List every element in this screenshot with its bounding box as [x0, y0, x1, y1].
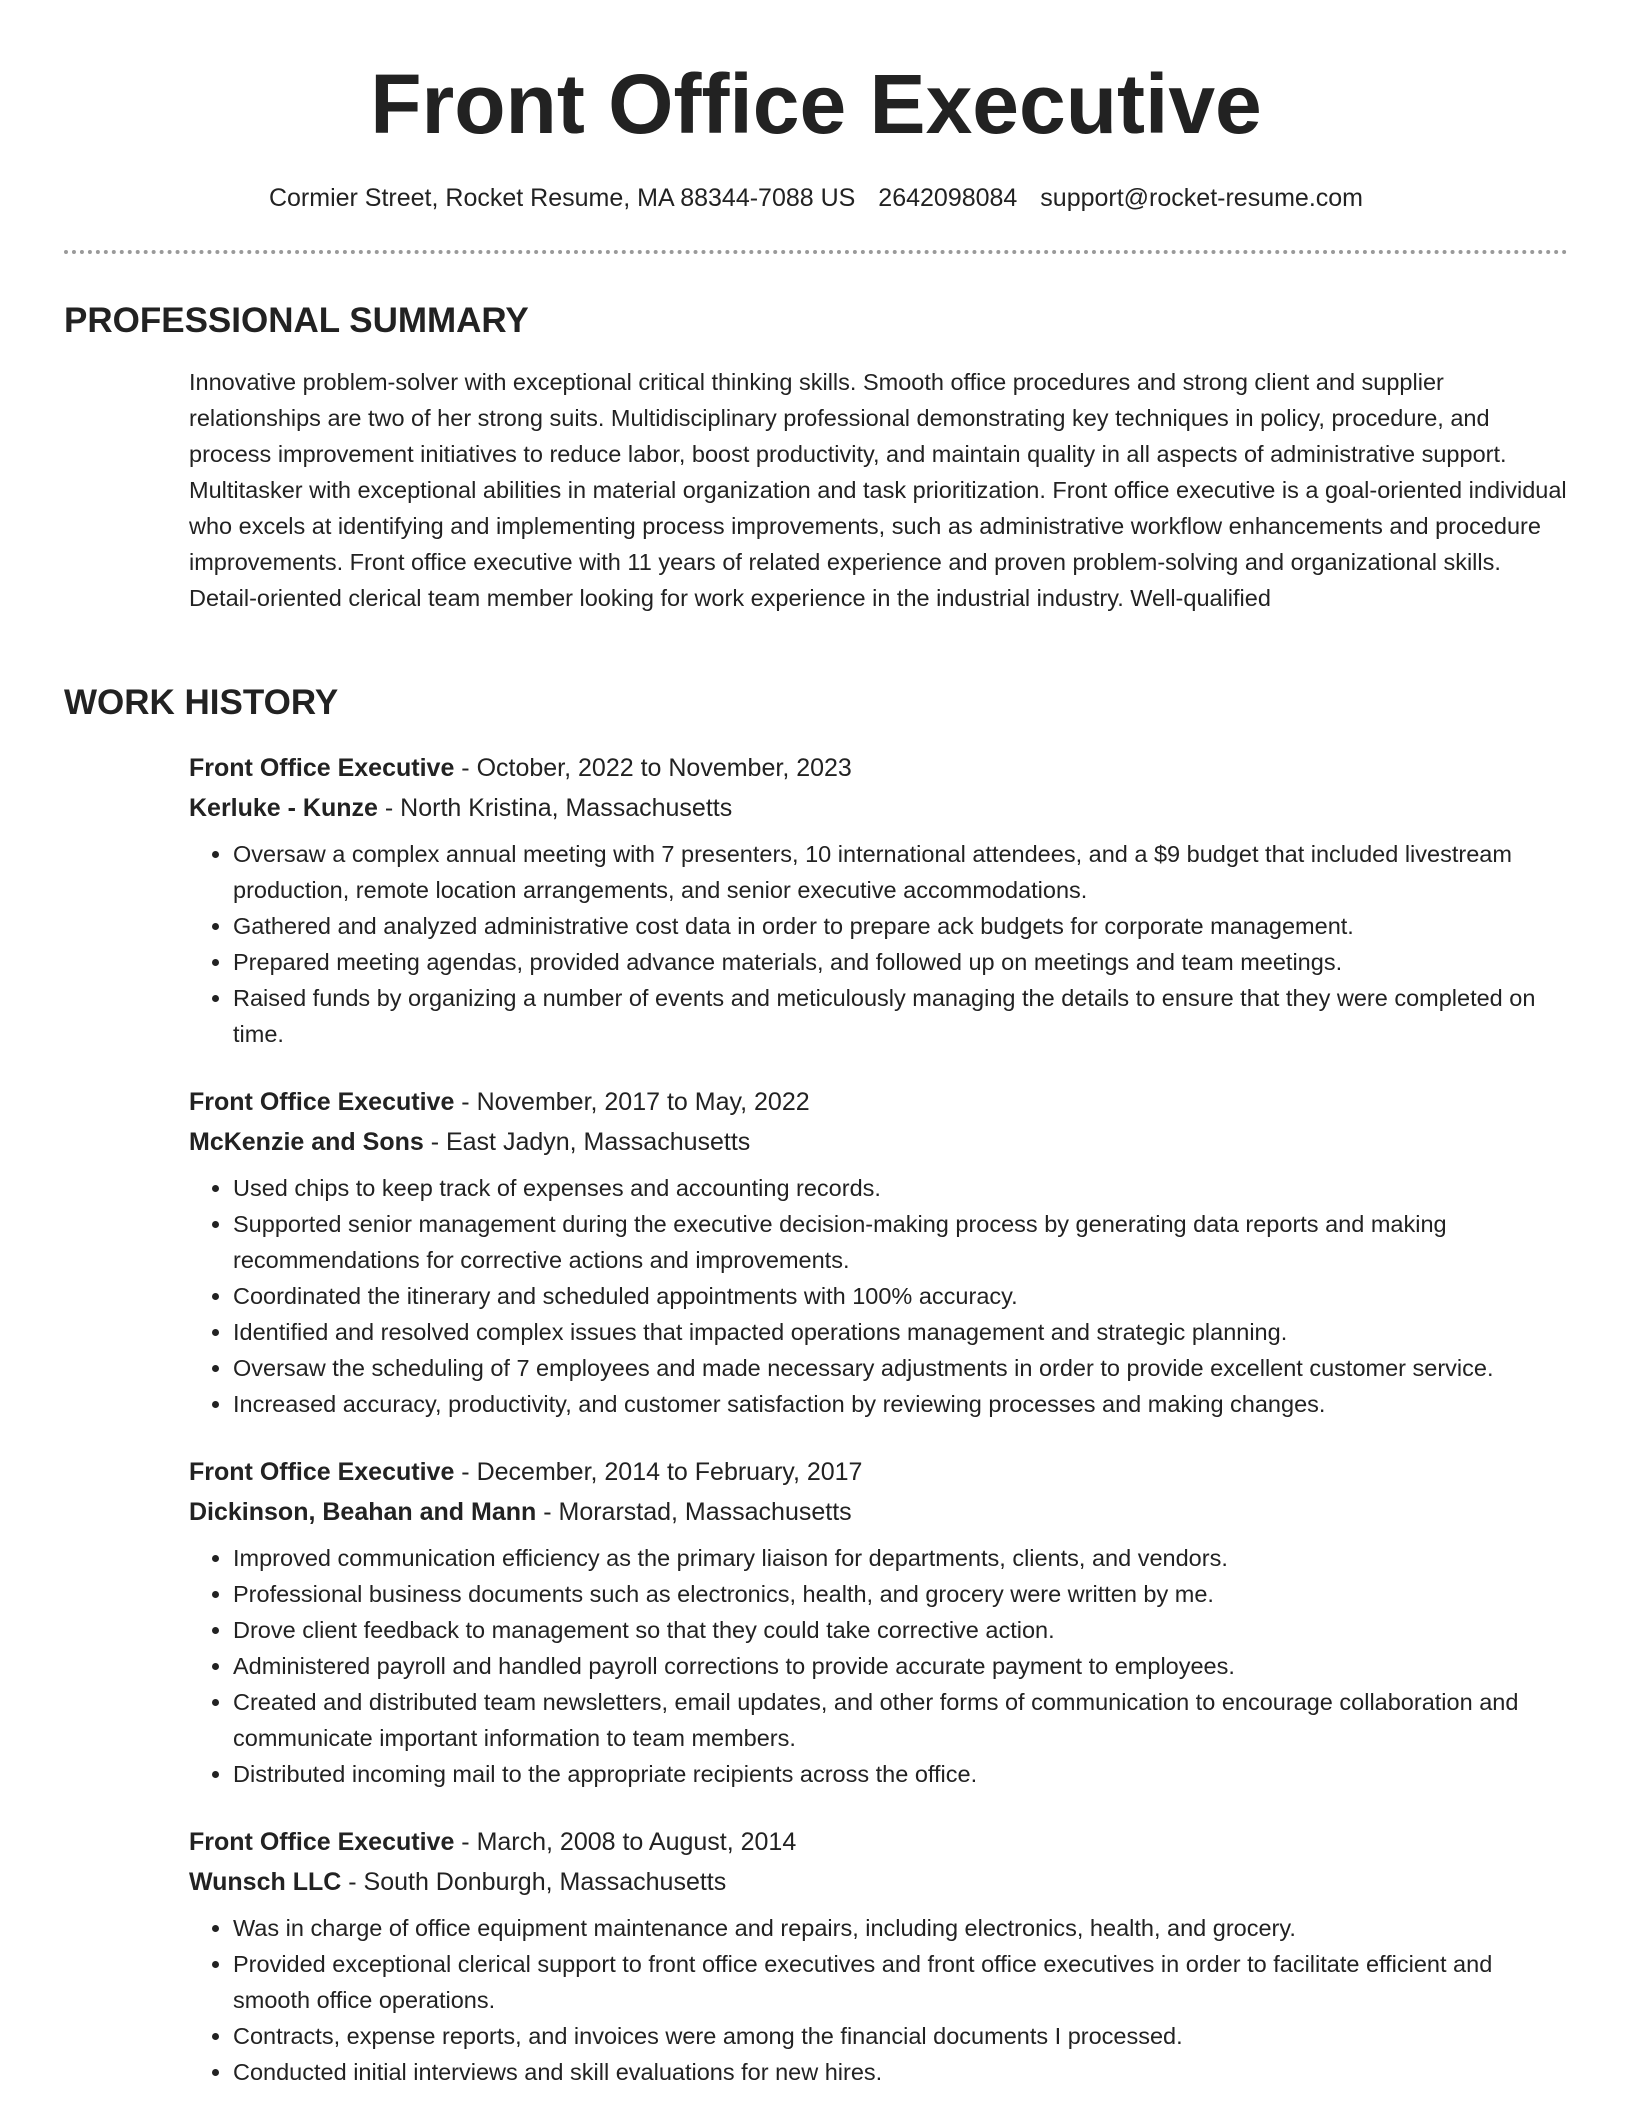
- summary-heading: PROFESSIONAL SUMMARY: [64, 301, 529, 340]
- job-entry: [189, 748, 1569, 1052]
- job-bullet: • Administered payroll and handled payroll corrections to provide accurate payment to employees.: [233, 1648, 1569, 1684]
- job-entry: [189, 1082, 1569, 1422]
- job-title-line: [189, 1822, 1569, 1862]
- job-bullet: • Oversaw the scheduling of 7 employees and made necessary adjustments in order to provide excellent customer service.: [233, 1350, 1569, 1386]
- job-bullet: • Oversaw a complex annual meeting with 7 presenters, 10 international attendees, and a $9 budget that included livestream production, remote location arrangements, and senior executive accommodations.: [233, 836, 1569, 908]
- job-bullet: • Was in charge of office equipment maintenance and repairs, including electronics, health, and grocery.: [233, 1910, 1569, 1946]
- contact-email: support@rocket-resume.com: [1040, 184, 1364, 212]
- job-bullets: [189, 1910, 1569, 2090]
- job-bullet: • Coordinated the itinerary and scheduled appointments with 100% accuracy.: [233, 1278, 1569, 1314]
- contact-phone: 2642098084: [878, 184, 1018, 212]
- job-dates: - March, 2008 to August, 2014: [454, 1828, 797, 1856]
- job-bullet: • Gathered and analyzed administrative cost data in order to prepare ack budgets for corporate management.: [233, 908, 1569, 944]
- job-bullet: • Increased accuracy, productivity, and customer satisfaction by reviewing processes and making changes.: [233, 1386, 1569, 1422]
- work-history-heading: WORK HISTORY: [64, 683, 339, 722]
- job-role: Front Office Executive: [189, 1458, 455, 1486]
- job-bullet: • Supported senior management during the executive decision-making process by generating data reports and making recommendations for corrective actions and improvements.: [233, 1206, 1569, 1278]
- job-bullets: [189, 1540, 1569, 1792]
- job-bullet: • Professional business documents such as electronics, health, and grocery were written by me.: [233, 1576, 1569, 1612]
- job-company-line: [189, 1492, 1569, 1532]
- contact-info: [0, 180, 1632, 216]
- job-company: McKenzie and Sons: [189, 1128, 424, 1156]
- job-company-line: [189, 1122, 1569, 1162]
- job-bullet: • Provided exceptional clerical support to front office executives and front office executives in order to facilitate efficient and smooth office operations.: [233, 1946, 1569, 2018]
- work-history-list: [189, 748, 1569, 2112]
- job-bullet: • Contracts, expense reports, and invoices were among the financial documents I processed.: [233, 2018, 1569, 2054]
- job-location: - East Jadyn, Massachusetts: [423, 1128, 751, 1156]
- job-role: Front Office Executive: [189, 1828, 455, 1856]
- job-bullets: [189, 836, 1569, 1052]
- contact-address: Cormier Street, Rocket Resume, MA 88344-7088 US: [268, 184, 856, 212]
- job-dates: - December, 2014 to February, 2017: [454, 1458, 863, 1486]
- job-role: Front Office Executive: [189, 1088, 455, 1116]
- job-title-line: [189, 1082, 1569, 1122]
- job-bullet: • Prepared meeting agendas, provided advance materials, and followed up on meetings and team meetings.: [233, 944, 1569, 980]
- job-bullet: • Drove client feedback to management so that they could take corrective action.: [233, 1612, 1569, 1648]
- page-title: Front Office Executive: [370, 57, 1262, 151]
- job-bullets: [189, 1170, 1569, 1422]
- job-bullet: • Created and distributed team newsletters, email updates, and other forms of communication to encourage collaboration and communicate important information to team members.: [233, 1684, 1569, 1756]
- job-company: Wunsch LLC: [189, 1868, 342, 1896]
- job-title-line: [189, 1452, 1569, 1492]
- job-bullet: • Raised funds by organizing a number of events and meticulously managing the details to ensure that they were completed on time.: [233, 980, 1569, 1052]
- job-bullet: • Used chips to keep track of expenses and accounting records.: [233, 1170, 1569, 1206]
- job-location: - South Donburgh, Massachusetts: [341, 1868, 727, 1896]
- job-company-line: [189, 788, 1569, 828]
- job-title-line: [189, 748, 1569, 788]
- job-company: Kerluke - Kunze: [189, 794, 378, 822]
- summary-text: Innovative problem-solver with exceptional critical thinking skills. Smooth office procedures and strong client and supplier relationships are two of her strong suits. Multidisciplinary professional demonstrating key techniques in policy, procedure, and process improvement initiatives to reduce labor, boost productivity, and maintain quality in all aspects of administrative support. Multitasker with exceptional abilities in material organization and task prioritization. Front office executive is a goal-oriented individual who excels at identifying and implementing process improvements, such as administrative workflow enhancements and procedure improvements. Front office executive with 11 years of related experience and proven problem-solving and organizational skills. Detail-oriented clerical team member looking for work experience in the industrial industry. Well-qualified: [189, 369, 1567, 611]
- job-bullet: • Conducted initial interviews and skill evaluations for new hires.: [233, 2054, 1569, 2090]
- job-bullet: • Improved communication efficiency as the primary liaison for departments, clients, and vendors.: [233, 1540, 1569, 1576]
- job-dates: - November, 2017 to May, 2022: [454, 1088, 810, 1116]
- job-location: - Morarstad, Massachusetts: [536, 1498, 852, 1526]
- job-entry: [189, 1452, 1569, 1792]
- job-bullet: • Distributed incoming mail to the appropriate recipients across the office.: [233, 1756, 1569, 1792]
- job-company-line: [189, 1862, 1569, 1902]
- job-dates: - October, 2022 to November, 2023: [454, 754, 852, 782]
- header-divider: [64, 250, 1568, 254]
- job-role: Front Office Executive: [189, 754, 455, 782]
- job-company: Dickinson, Beahan and Mann: [189, 1498, 537, 1526]
- job-entry: [189, 1822, 1569, 2090]
- job-location: - North Kristina, Massachusetts: [377, 794, 733, 822]
- job-bullet: • Identified and resolved complex issues that impacted operations management and strategic planning.: [233, 1314, 1569, 1350]
